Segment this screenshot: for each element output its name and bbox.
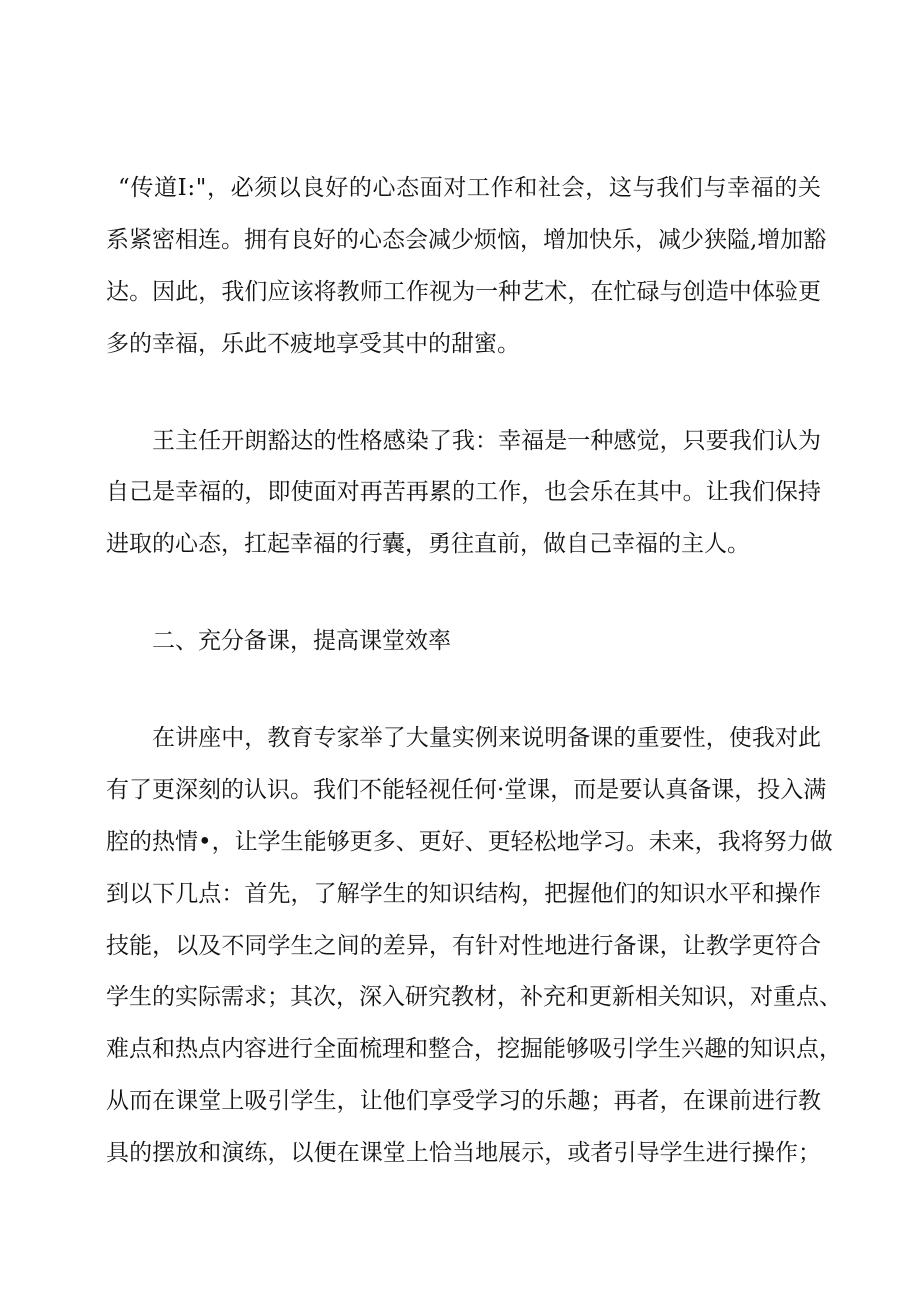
paragraph-line: 腔的热情•，让学生能够更多、更好、更轻松地学习。未来，我将努力做 xyxy=(106,829,833,855)
paragraph-line: 系紧密相连。拥有良好的心态会减少烦恼，增加快乐，减少狭隘,增加豁 xyxy=(106,227,827,253)
paragraph-line: 从而在课堂上吸引学生，让他们享受学习的乐趣；再者，在课前进行教 xyxy=(106,1088,822,1114)
section-heading-text: 二、充分备课，提高课堂效率 xyxy=(152,628,451,654)
paragraph-line: 有了更深刻的认识。我们不能轻视任何·堂课，而是要认真备课，投入满 xyxy=(106,777,827,803)
paragraph-line: 难点和热点内容进行全面梳理和整合，挖掘能够吸引学生兴趣的知识点， xyxy=(106,1036,842,1062)
paragraph-line: 王主任开朗豁达的性格感染了我：幸福是一种感觉，只要我们认为 xyxy=(152,428,822,454)
paragraph-line: 学生的实际需求；其次，深入研究教材，补充和更新相关知识，对重点、 xyxy=(106,984,842,1010)
paragraph-line: “传道I:"，必须以良好的心态面对工作和社会，这与我们与幸福的关 xyxy=(118,175,822,201)
paragraph-line: 具的摆放和演练，以便在课堂上恰当地展示，或者引导学生进行操作； xyxy=(106,1140,822,1166)
paragraph-line: 多的幸福，乐此不疲地享受其中的甜蜜。 xyxy=(106,331,520,357)
paragraph-line: 在讲座中，教育专家举了大量实例来说明备课的重要性，使我对此 xyxy=(152,725,822,751)
paragraph-line: 达。因此，我们应该将教师工作视为一种艺术，在忙碌与创造中体验更 xyxy=(106,279,822,305)
paragraph-line: 到以下几点：首先，了解学生的知识结构，把握他们的知识水平和操作 xyxy=(106,881,822,907)
paragraph-line: 技能，以及不同学生之间的差异，有针对性地进行备课，让教学更符合 xyxy=(106,933,822,959)
paragraph-line: 自己是幸福的，即使面对再苦再累的工作，也会乐在其中。让我们保持 xyxy=(106,479,822,505)
paragraph-line: 进取的心态，扛起幸福的行囊，勇往直前，做自己幸福的主人。 xyxy=(106,531,750,557)
